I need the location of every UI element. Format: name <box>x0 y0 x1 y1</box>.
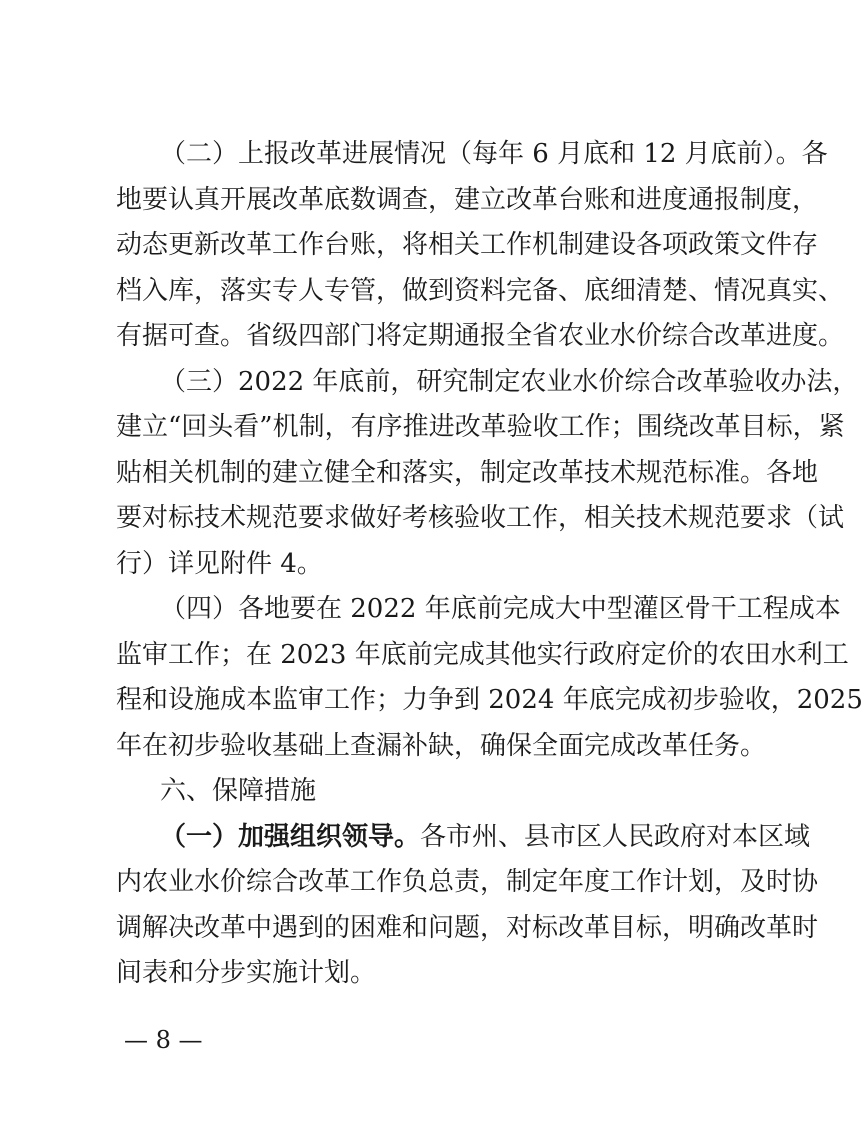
paragraph-line: 要对标技术规范要求做好考核验收工作，相关技术规范要求（试 <box>116 503 845 533</box>
paragraph-line: （四）各地要在 2022 年底前完成大中型灌区骨干工程成本 <box>160 594 841 624</box>
paragraph-line: 年在初步验收基础上查漏补缺，确保全面完成改革任务。 <box>116 731 767 761</box>
section-heading: 六、保障措施 <box>160 776 317 806</box>
measure-1-text: 各市州、县市区人民政府对本区域 <box>420 822 811 852</box>
paragraph-line: （二）上报改革进展情况（每年 6 月底和 12 月底前）。各 <box>160 139 828 169</box>
measure-1-title: （一）加强组织领导。 <box>160 822 421 852</box>
paragraph-line: 动态更新改革工作台账，将相关工作机制建设各项政策文件存 <box>116 230 819 260</box>
paragraph-line: 调解决改革中遇到的困难和问题，对标改革目标，明确改革时 <box>116 913 819 943</box>
paragraph-line: 间表和分步实施计划。 <box>116 958 377 988</box>
paragraph-line: 地要认真开展改革底数调查，建立改革台账和进度通报制度， <box>116 185 819 215</box>
page-number: — 8 — <box>124 1026 203 1054</box>
paragraph-line: 档入库，落实专人专管，做到资料完备、底细清楚、情况真实、 <box>116 276 845 306</box>
paragraph-line: 程和设施成本监审工作；力争到 2024 年底完成初步验收，2025 <box>116 685 863 715</box>
paragraph-line: 有据可查。省级四部门将定期通报全省农业水价综合改革进度。 <box>116 321 845 351</box>
measure-1-line <box>160 819 811 855</box>
paragraph-line: 贴相关机制的建立健全和落实，制定改革技术规范标准。各地 <box>116 458 819 488</box>
paragraph-line: （三）2022 年底前，研究制定农业水价综合改革验收办法， <box>160 367 859 397</box>
paragraph-line: 行）详见附件 4。 <box>116 549 323 579</box>
paragraph-line: 建立“回头看”机制，有序推进改革验收工作；围绕改革目标，紧 <box>116 412 845 442</box>
paragraph-line: 监审工作；在 2023 年底前完成其他实行政府定价的农田水利工 <box>116 640 849 670</box>
paragraph-line: 内农业水价综合改革工作负总责，制定年度工作计划，及时协 <box>116 867 819 897</box>
